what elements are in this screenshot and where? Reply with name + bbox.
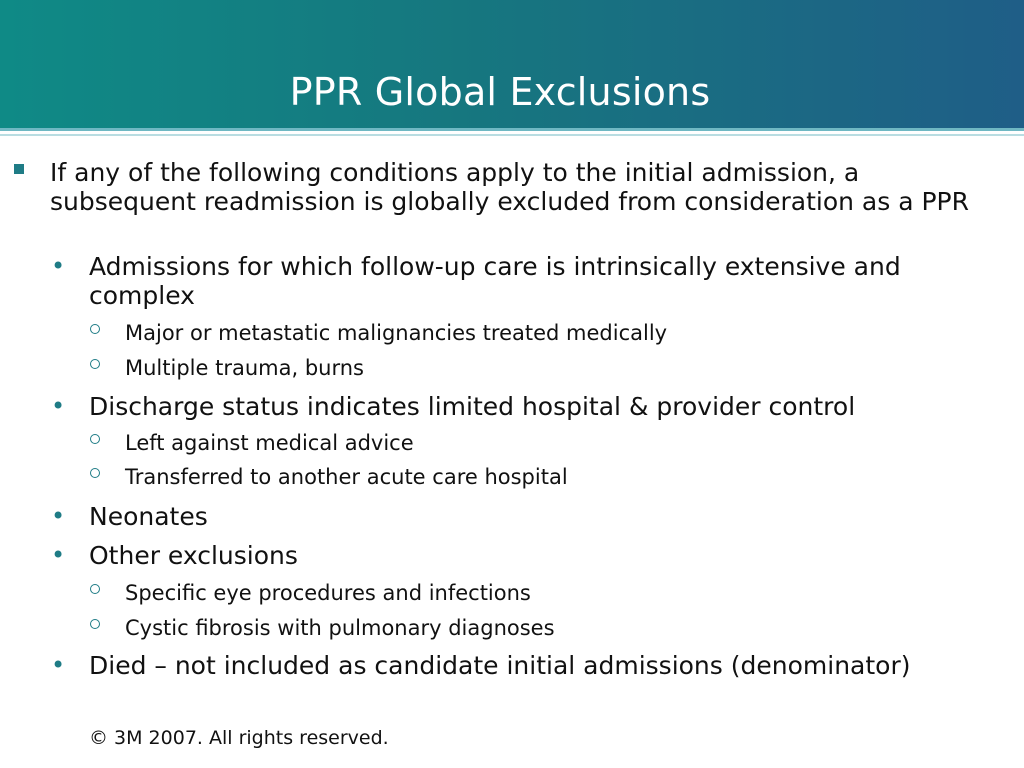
sub-bullet-item	[125, 355, 995, 381]
bullet-item	[51, 651, 1004, 680]
title-underline-secondary	[0, 134, 1024, 136]
sub-bullet-item	[125, 615, 995, 641]
hollow-circle-bullet-icon	[90, 468, 100, 478]
hollow-circle-bullet-icon	[90, 359, 100, 369]
title-underline	[0, 128, 1024, 131]
dot-bullet-icon: •	[51, 392, 66, 420]
square-bullet-icon	[14, 164, 24, 174]
main-bullet-point	[50, 158, 1005, 216]
dot-bullet-icon: •	[51, 502, 66, 530]
copyright-footer: © 3M 2007. All rights reserved.	[89, 727, 389, 749]
sub-bullet-item-label: Major or metastatic malignancies treated medically	[125, 321, 668, 345]
sub-bullet-item-label: Cystic fibrosis with pulmonary diagnoses	[125, 616, 555, 640]
bullet-item	[51, 252, 1004, 310]
hollow-circle-bullet-icon	[90, 584, 100, 594]
bullet-item-label: Admissions for which follow-up care is intrinsically extensive and complex	[89, 252, 901, 310]
title-bar	[0, 0, 1024, 128]
sub-bullet-item-label: Specific eye procedures and infections	[125, 581, 531, 605]
slide-title: PPR Global Exclusions	[289, 70, 711, 114]
bullet-item	[51, 392, 1004, 421]
sub-bullet-item-label: Transferred to another acute care hospital	[125, 465, 568, 489]
bullet-item-label: Other exclusions	[89, 541, 298, 570]
sub-bullet-item-label: Multiple trauma, burns	[125, 356, 364, 380]
sub-bullet-item	[125, 464, 995, 490]
dot-bullet-icon: •	[51, 541, 66, 569]
sub-bullet-item	[125, 430, 995, 456]
bullet-item-label: Neonates	[89, 502, 208, 531]
bullet-item-label: Discharge status indicates limited hospital & provider control	[89, 392, 856, 421]
main-bullet-text: If any of the following conditions apply to the initial admission, a subsequent readmission is globally excluded from consideration as a PPR	[50, 158, 970, 216]
bullet-item	[51, 502, 1004, 531]
bullet-item-label: Died – not included as candidate initial admissions (denominator)	[89, 651, 911, 680]
hollow-circle-bullet-icon	[90, 324, 100, 334]
sub-bullet-item	[125, 320, 995, 346]
hollow-circle-bullet-icon	[90, 619, 100, 629]
hollow-circle-bullet-icon	[90, 434, 100, 444]
sub-bullet-item	[125, 580, 995, 606]
bullet-item	[51, 541, 1004, 570]
sub-bullet-item-label: Left against medical advice	[125, 431, 414, 455]
dot-bullet-icon: •	[51, 252, 66, 280]
dot-bullet-icon: •	[51, 651, 66, 679]
